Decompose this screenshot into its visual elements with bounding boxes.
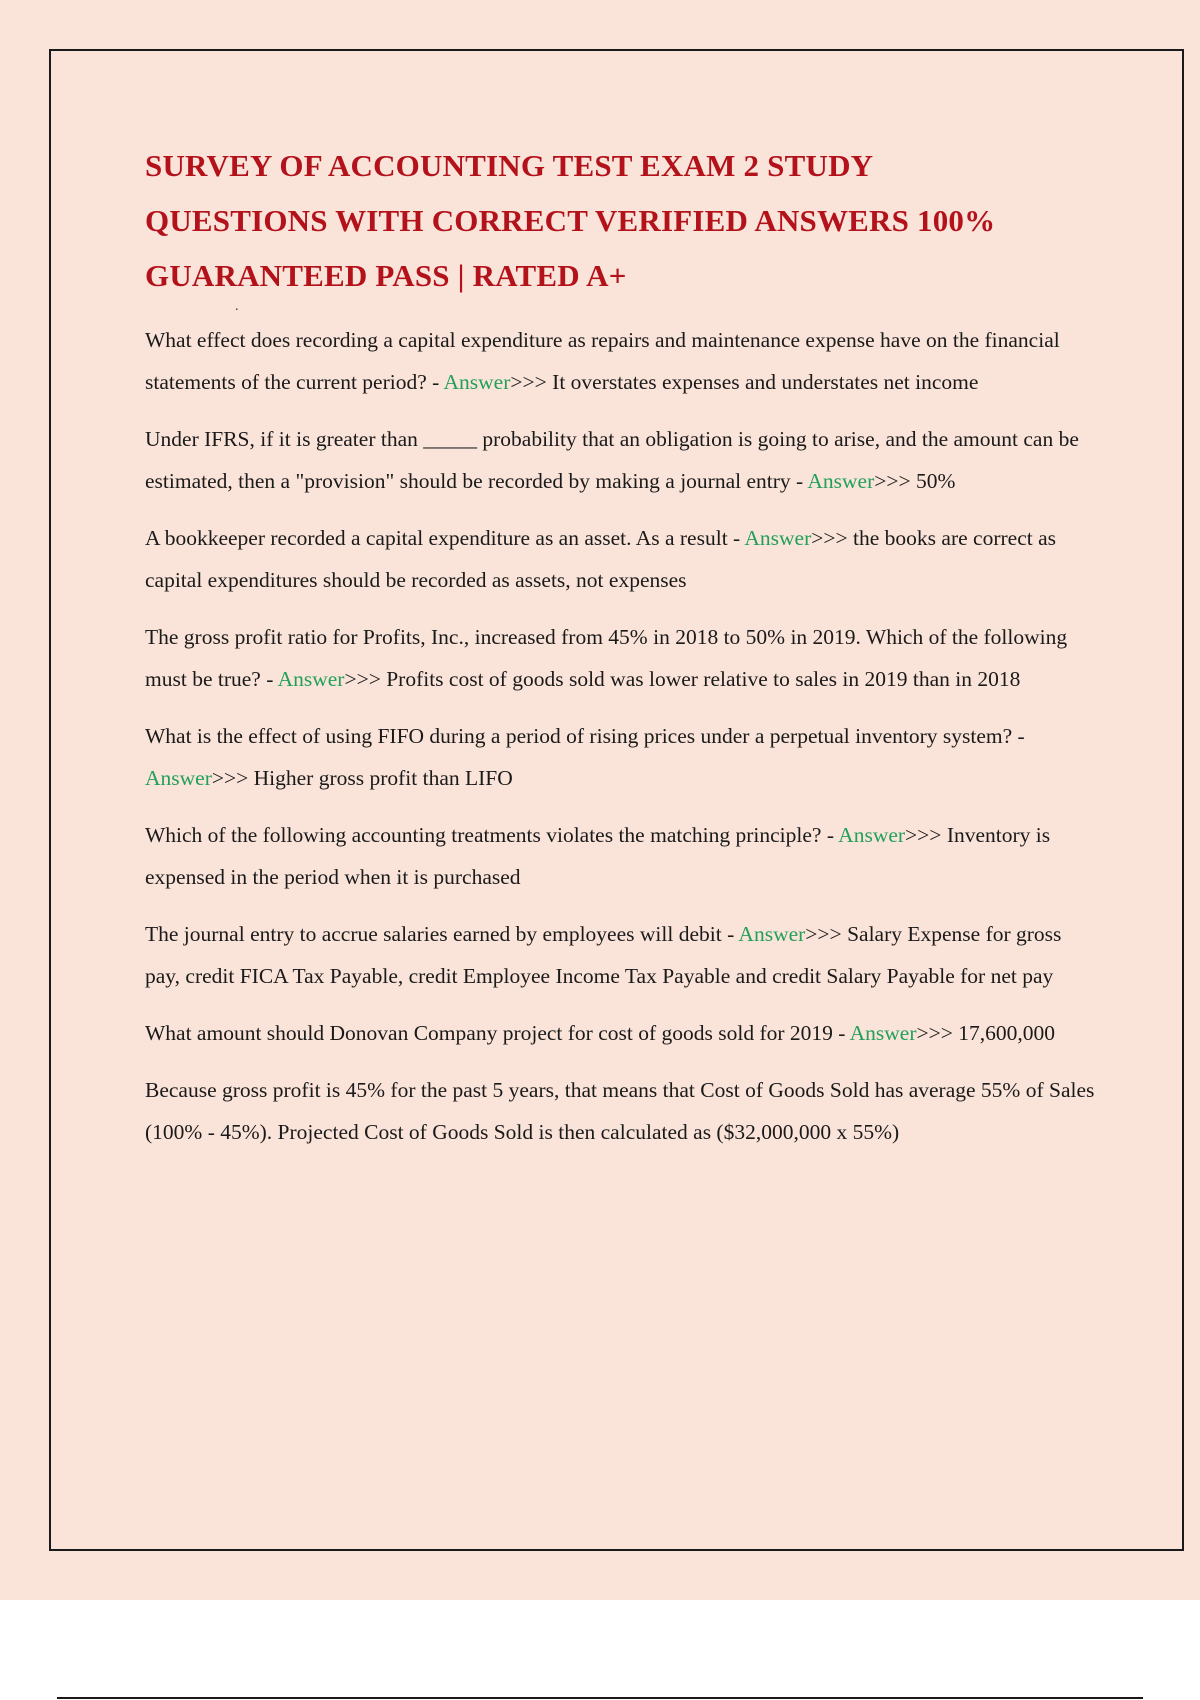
title-line-2: QUESTIONS WITH CORRECT VERIFIED ANSWERS 100% xyxy=(145,203,996,238)
answer-arrow: >>> xyxy=(510,370,547,394)
answer-arrow: >>> xyxy=(211,766,249,790)
question-text: What effect does recording a capital expenditure as repairs and maintenance expense have on the financial statements of the current period? - xyxy=(145,328,1060,394)
question-text: Under IFRS, if it is greater than _____ probability that an obligation is going to arise, and the amount can be estimated, then a "provision" should be recorded by making a journal entry - xyxy=(145,427,1079,493)
title-line-3: GUARANTEED PASS | RATED A+ xyxy=(145,258,627,293)
answer-arrow: >>> xyxy=(905,823,942,847)
answer-arrow: >>> xyxy=(916,1021,953,1045)
question-text: What is the effect of using FIFO during a period of rising prices under a perpetual inventory system? - xyxy=(145,724,1025,748)
answer-text: It overstates expenses and understates net income xyxy=(546,370,979,394)
qa-item-5 xyxy=(145,715,1095,799)
answer-arrow: >>> xyxy=(344,667,381,691)
title-dot: . xyxy=(235,299,239,314)
qa-item-4 xyxy=(145,616,1095,700)
document-body xyxy=(145,138,1095,1168)
explanation-paragraph: Because gross profit is 45% for the past 5 years, that means that Cost of Goods Sold has average 55% of Sales (100% - 45%). Projected Cost of Goods Sold is then calculated as ($32,000,000 x 55%) xyxy=(145,1078,1095,1144)
answer-label: Answer xyxy=(738,922,806,946)
answer-label: Answer xyxy=(277,667,345,691)
answer-label: Answer xyxy=(443,370,511,394)
question-text: Which of the following accounting treatments violates the matching principle? - xyxy=(145,823,839,847)
answer-text: Inventory is expensed in the period when it is purchased xyxy=(145,823,1051,889)
qa-item-8 xyxy=(145,1012,1095,1054)
answer-label: Answer xyxy=(807,469,875,493)
qa-item-3 xyxy=(145,517,1095,601)
answer-label: Answer xyxy=(744,526,812,550)
answer-label: Answer xyxy=(849,1021,917,1045)
answer-arrow: >>> xyxy=(811,526,848,550)
answer-text: Profits cost of goods sold was lower relative to sales in 2019 than in 2018 xyxy=(380,667,1021,691)
answer-text: Higher gross profit than LIFO xyxy=(248,766,513,790)
title-line-1: SURVEY OF ACCOUNTING TEST EXAM 2 STUDY xyxy=(145,148,874,183)
qa-item-2 xyxy=(145,418,1095,502)
question-text: The journal entry to accrue salaries earned by employees will debit - xyxy=(145,922,739,946)
answer-text: Salary Expense for gross pay, credit FICA Tax Payable, credit Employee Income Tax Payable and credit Salary Payable for net pay xyxy=(145,922,1062,988)
answer-text: 17,600,000 xyxy=(952,1021,1056,1045)
answer-label: Answer xyxy=(838,823,906,847)
qa-item-6 xyxy=(145,814,1095,898)
answer-text: 50% xyxy=(910,469,956,493)
question-text: What amount should Donovan Company project for cost of goods sold for 2019 - xyxy=(145,1021,850,1045)
question-text: The gross profit ratio for Profits, Inc., increased from 45% in 2018 to 50% in 2019. Which of the following must be true? - xyxy=(145,625,1068,691)
answer-arrow: >>> xyxy=(874,469,911,493)
question-text: A bookkeeper recorded a capital expenditure as an asset. As a result - xyxy=(145,526,745,550)
answer-label: Answer xyxy=(145,766,212,790)
qa-item-1 xyxy=(145,319,1095,403)
answer-text: the books are correct as capital expenditures should be recorded as assets, not expenses xyxy=(145,526,1056,592)
footer-rule xyxy=(57,1697,1143,1699)
document-title xyxy=(145,138,1095,303)
qa-item-7 xyxy=(145,913,1095,997)
answer-arrow: >>> xyxy=(805,922,842,946)
